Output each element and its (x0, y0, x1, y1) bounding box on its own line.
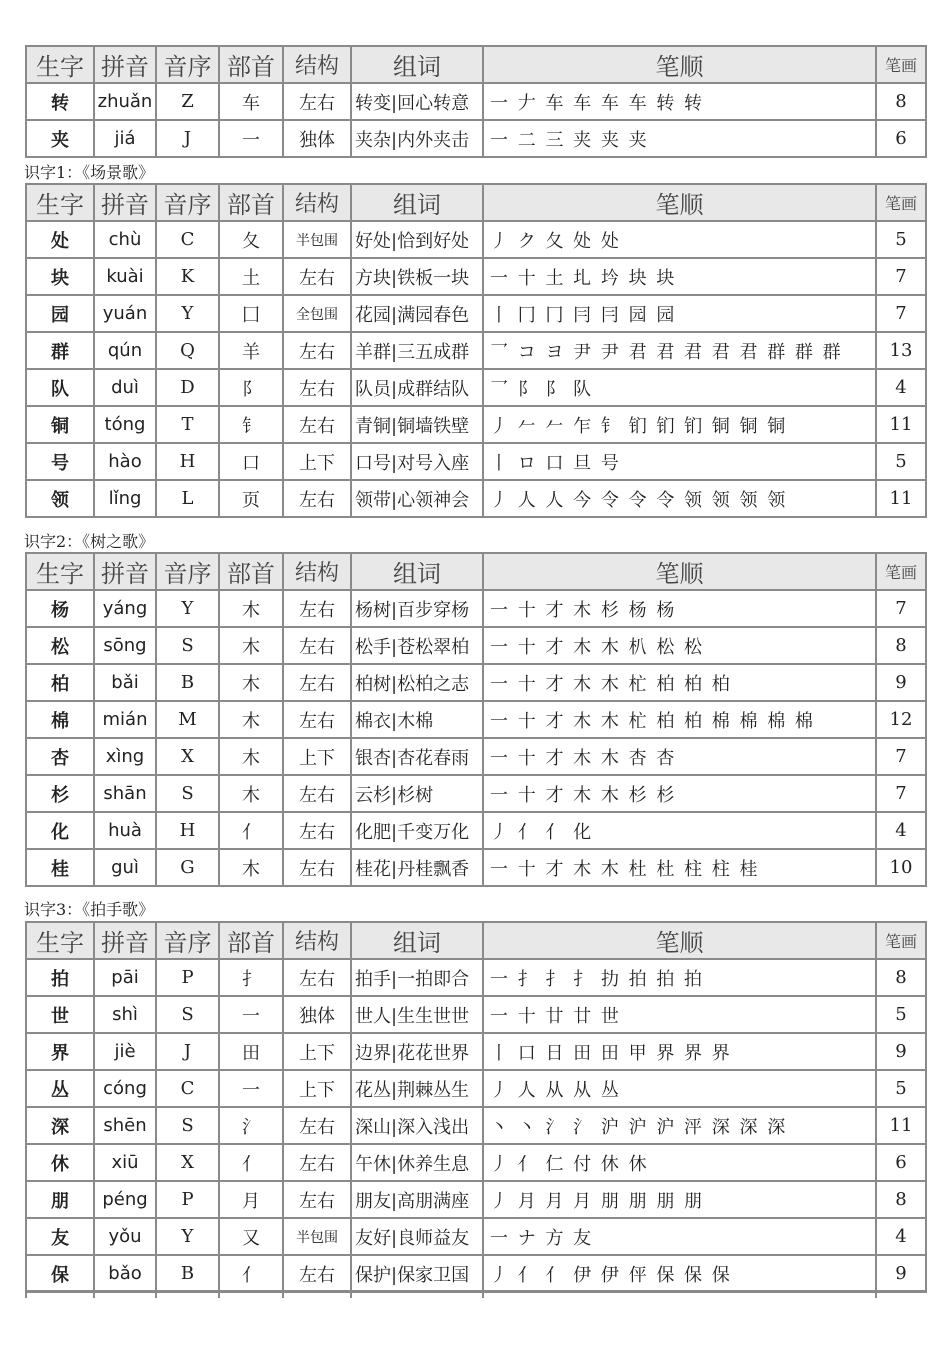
cell-structure: 左右 (283, 664, 351, 701)
cell-initial: L (156, 480, 219, 517)
cell-words: 桂花|丹桂飘香 (351, 849, 483, 886)
table-row (26, 83, 926, 120)
cell-stroke-order: 一 十 才 木 木 杏 杏 (483, 738, 876, 775)
cell-stroke-order: 一 𠂇 车 车 车 车 转 转 (483, 83, 876, 120)
cell-words: 柏树|松柏之志 (351, 664, 483, 701)
cell-character: 群 (26, 332, 94, 369)
cell-words: 领带|心领神会 (351, 480, 483, 517)
header-stroke-count: 笔画 (876, 184, 926, 221)
cell-radical: 月 (219, 1181, 283, 1218)
cell-pinyin: yáng (94, 590, 156, 627)
cell-radical: 又 (219, 1218, 283, 1255)
cell-stroke-count: 5 (876, 221, 926, 258)
cell-initial: Q (156, 332, 219, 369)
cell-pinyin: zhuǎn (94, 83, 156, 120)
header-stroke-order: 笔顺 (483, 553, 876, 590)
cell-words: 世人|生生世世 (351, 996, 483, 1033)
section-title: 识字2：《树之歌》 (24, 532, 155, 551)
cell-pinyin: xìng (94, 738, 156, 775)
cell-pinyin: jiè (94, 1033, 156, 1070)
cell-pinyin: qún (94, 332, 156, 369)
cell-words: 好处|恰到好处 (351, 221, 483, 258)
cell-structure: 左右 (283, 1107, 351, 1144)
header-radical: 部首 (219, 553, 283, 590)
cell-initial: J (156, 1033, 219, 1070)
header-initial: 音序 (156, 184, 219, 221)
cell-initial: S (156, 1107, 219, 1144)
table-row (26, 295, 926, 332)
cell-initial: Y (156, 1218, 219, 1255)
header-character: 生字 (26, 553, 94, 590)
cell-pinyin: kuài (94, 258, 156, 295)
cell-radical: 一 (219, 120, 283, 157)
cell-structure: 上下 (283, 443, 351, 480)
cell-stroke-order: 一 十 廿 廿 世 (483, 996, 876, 1033)
cell-stroke-order: 丿 亻 亻 伊 伊 伻 保 保 保 (483, 1255, 876, 1292)
cell-pinyin: hào (94, 443, 156, 480)
cell-radical: 木 (219, 627, 283, 664)
cell-initial: S (156, 627, 219, 664)
cell-character: 友 (26, 1218, 94, 1255)
cell-character: 世 (26, 996, 94, 1033)
cell-initial: B (156, 664, 219, 701)
cell-words: 青铜|铜墙铁壁 (351, 406, 483, 443)
table-row (26, 590, 926, 627)
cell-structure: 左右 (283, 1255, 351, 1292)
cell-stroke-count: 5 (876, 443, 926, 480)
cell-structure: 独体 (283, 996, 351, 1033)
cell-radical: 一 (219, 1070, 283, 1107)
cell-initial: T (156, 406, 219, 443)
cell-structure: 左右 (283, 406, 351, 443)
table-row (26, 701, 926, 738)
cell-stroke-count: 9 (876, 664, 926, 701)
cell-words: 夹杂|内外夹击 (351, 120, 483, 157)
table-row (26, 959, 926, 996)
cell-character: 松 (26, 627, 94, 664)
cell-stroke-count: 4 (876, 812, 926, 849)
cell-stroke-order: 丿 亻 仁 付 休 休 (483, 1144, 876, 1181)
header-pinyin: 拼音 (94, 553, 156, 590)
cell-stroke-count: 11 (876, 480, 926, 517)
cell-pinyin: yǒu (94, 1218, 156, 1255)
cell-initial: X (156, 738, 219, 775)
header-words: 组词 (351, 922, 483, 959)
table-row (26, 627, 926, 664)
cell-pinyin: lǐng (94, 480, 156, 517)
cell-radical: 木 (219, 701, 283, 738)
cell-stroke-order: 丿 月 月 月 朋 朋 朋 朋 (483, 1181, 876, 1218)
cell-radical: 亻 (219, 1255, 283, 1292)
header-character: 生字 (26, 922, 94, 959)
header-stroke-order: 笔顺 (483, 922, 876, 959)
cell-stroke-order: 一 二 三 夹 夹 夹 (483, 120, 876, 157)
table-row (26, 332, 926, 369)
table-row (26, 1107, 926, 1144)
cell-character: 深 (26, 1107, 94, 1144)
cell-stroke-order: 丿 亻 亻 化 (483, 812, 876, 849)
cell-character: 保 (26, 1255, 94, 1292)
cell-words: 杨树|百步穿杨 (351, 590, 483, 627)
cell-initial: K (156, 258, 219, 295)
header-stroke-count: 笔画 (876, 922, 926, 959)
table-row (26, 443, 926, 480)
table-header (26, 922, 926, 959)
cell-radical: 钅 (219, 406, 283, 443)
cell-initial: H (156, 443, 219, 480)
cell-pinyin: chù (94, 221, 156, 258)
cell-radical: 一 (219, 996, 283, 1033)
cell-stroke-order: 一 十 土 圠 坅 块 块 (483, 258, 876, 295)
character-table (25, 183, 927, 518)
cell-character: 杨 (26, 590, 94, 627)
cell-structure: 半包围 (283, 221, 351, 258)
cell-initial: B (156, 1255, 219, 1292)
cell-pinyin: péng (94, 1181, 156, 1218)
cell-stroke-order: 一 十 才 木 木 杧 柏 柏 棉 棉 棉 棉 (483, 701, 876, 738)
cell-radical: 页 (219, 480, 283, 517)
cell-initial: C (156, 221, 219, 258)
cell-pinyin: sōng (94, 627, 156, 664)
cell-character: 杏 (26, 738, 94, 775)
cell-words: 松手|苍松翠柏 (351, 627, 483, 664)
cell-pinyin: xiū (94, 1144, 156, 1181)
header-radical: 部首 (219, 184, 283, 221)
cell-pinyin: yuán (94, 295, 156, 332)
cell-stroke-count: 8 (876, 627, 926, 664)
cell-character: 杉 (26, 775, 94, 812)
table-row (26, 738, 926, 775)
character-table (25, 45, 927, 158)
cell-pinyin: duì (94, 369, 156, 406)
cell-stroke-order: 丿 人 从 从 丛 (483, 1070, 876, 1107)
table-row (26, 406, 926, 443)
cell-character: 柏 (26, 664, 94, 701)
header-stroke-order: 笔顺 (483, 184, 876, 221)
section-title: 识字1：《场景歌》 (24, 163, 155, 182)
header-words: 组词 (351, 553, 483, 590)
cell-structure: 左右 (283, 332, 351, 369)
cell-structure: 上下 (283, 1070, 351, 1107)
cell-stroke-order: 一 十 才 木 木 朳 松 松 (483, 627, 876, 664)
cell-structure: 左右 (283, 369, 351, 406)
cell-stroke-order: 丶 丶 氵 氵 沪 沪 沪 泙 深 深 深 (483, 1107, 876, 1144)
cell-radical: 夂 (219, 221, 283, 258)
cell-stroke-order: 丨 口 日 田 田 甲 界 界 界 (483, 1033, 876, 1070)
cell-stroke-count: 11 (876, 406, 926, 443)
cell-words: 保护|保家卫国 (351, 1255, 483, 1292)
cell-words: 朋友|高朋满座 (351, 1181, 483, 1218)
cell-character: 拍 (26, 959, 94, 996)
cell-radical: 车 (219, 83, 283, 120)
cell-stroke-order: 丨 冂 冂 冃 冃 园 园 (483, 295, 876, 332)
cell-radical: 口 (219, 443, 283, 480)
cell-stroke-count: 6 (876, 120, 926, 157)
cell-radical: 木 (219, 664, 283, 701)
header-pinyin: 拼音 (94, 922, 156, 959)
cell-stroke-order: 一 ナ 方 友 (483, 1218, 876, 1255)
cell-stroke-order: 一 十 才 木 杉 杨 杨 (483, 590, 876, 627)
cell-words: 转变|回心转意 (351, 83, 483, 120)
cell-structure: 左右 (283, 83, 351, 120)
cell-character: 号 (26, 443, 94, 480)
cell-stroke-count: 7 (876, 295, 926, 332)
cell-radical: 羊 (219, 332, 283, 369)
cell-initial: H (156, 812, 219, 849)
cell-pinyin: tóng (94, 406, 156, 443)
table-row (26, 120, 926, 157)
table-row (26, 1144, 926, 1181)
header-structure: 结构 (283, 46, 351, 83)
header-character: 生字 (26, 184, 94, 221)
cell-stroke-count: 5 (876, 996, 926, 1033)
cell-structure: 左右 (283, 258, 351, 295)
cell-stroke-count: 4 (876, 1218, 926, 1255)
table-header (26, 184, 926, 221)
cell-pinyin: bǎo (94, 1255, 156, 1292)
section-title: 识字3：《拍手歌》 (24, 900, 155, 919)
cell-words: 口号|对号入座 (351, 443, 483, 480)
cell-words: 边界|花花世界 (351, 1033, 483, 1070)
cell-stroke-order: 一 扌 扌 扌 扐 拍 拍 拍 (483, 959, 876, 996)
cell-initial: S (156, 996, 219, 1033)
cell-initial: J (156, 120, 219, 157)
cell-character: 棉 (26, 701, 94, 738)
cell-radical: 囗 (219, 295, 283, 332)
character-table (25, 921, 927, 1293)
cell-structure: 左右 (283, 775, 351, 812)
header-stroke-order: 笔顺 (483, 46, 876, 83)
cell-words: 化肥|千变万化 (351, 812, 483, 849)
cell-structure: 半包围 (283, 1218, 351, 1255)
header-initial: 音序 (156, 46, 219, 83)
cell-stroke-count: 6 (876, 1144, 926, 1181)
table-header (26, 46, 926, 83)
cell-character: 桂 (26, 849, 94, 886)
cell-stroke-count: 10 (876, 849, 926, 886)
header-character: 生字 (26, 46, 94, 83)
header-structure: 结构 (283, 922, 351, 959)
table-row (26, 775, 926, 812)
cell-pinyin: shì (94, 996, 156, 1033)
cell-words: 深山|深入浅出 (351, 1107, 483, 1144)
cell-stroke-count: 12 (876, 701, 926, 738)
header-pinyin: 拼音 (94, 46, 156, 83)
table-row (26, 996, 926, 1033)
cell-words: 花丛|荆棘丛生 (351, 1070, 483, 1107)
header-radical: 部首 (219, 46, 283, 83)
cell-stroke-count: 9 (876, 1033, 926, 1070)
table-row (26, 1070, 926, 1107)
character-table (25, 552, 927, 887)
table-row (26, 1033, 926, 1070)
cell-radical: 亻 (219, 1144, 283, 1181)
table-row (26, 849, 926, 886)
cell-character: 处 (26, 221, 94, 258)
cell-character: 化 (26, 812, 94, 849)
cell-stroke-count: 4 (876, 369, 926, 406)
cell-character: 转 (26, 83, 94, 120)
cell-character: 夹 (26, 120, 94, 157)
cell-stroke-order: 一 十 才 木 木 杜 杜 柱 柱 桂 (483, 849, 876, 886)
cell-structure: 左右 (283, 480, 351, 517)
cell-stroke-count: 8 (876, 1181, 926, 1218)
cell-initial: D (156, 369, 219, 406)
table-row (26, 221, 926, 258)
cell-radical: 木 (219, 775, 283, 812)
header-structure: 结构 (283, 553, 351, 590)
table-row (26, 1255, 926, 1292)
cell-structure: 左右 (283, 1144, 351, 1181)
cell-character: 园 (26, 295, 94, 332)
cell-initial: Y (156, 590, 219, 627)
cell-pinyin: cóng (94, 1070, 156, 1107)
cell-initial: M (156, 701, 219, 738)
table-header (26, 553, 926, 590)
cell-structure: 独体 (283, 120, 351, 157)
cell-stroke-count: 13 (876, 332, 926, 369)
cell-pinyin: jiá (94, 120, 156, 157)
cell-initial: Y (156, 295, 219, 332)
cell-character: 休 (26, 1144, 94, 1181)
cell-radical: 木 (219, 738, 283, 775)
cell-structure: 全包围 (283, 295, 351, 332)
table-row (26, 664, 926, 701)
cell-stroke-count: 5 (876, 1070, 926, 1107)
cell-stroke-order: 丿 人 人 今 令 令 令 领 领 领 领 (483, 480, 876, 517)
cell-radical: 土 (219, 258, 283, 295)
cell-structure: 左右 (283, 701, 351, 738)
header-words: 组词 (351, 46, 483, 83)
cell-initial: P (156, 959, 219, 996)
cell-initial: C (156, 1070, 219, 1107)
cell-words: 午休|休养生息 (351, 1144, 483, 1181)
cell-stroke-count: 11 (876, 1107, 926, 1144)
cell-stroke-order: 一 十 才 木 木 杧 柏 柏 柏 (483, 664, 876, 701)
cell-words: 棉衣|木棉 (351, 701, 483, 738)
cell-radical: 阝 (219, 369, 283, 406)
cell-radical: 木 (219, 590, 283, 627)
cell-words: 花园|满园春色 (351, 295, 483, 332)
cell-pinyin: mián (94, 701, 156, 738)
header-stroke-count: 笔画 (876, 553, 926, 590)
table-row (26, 1181, 926, 1218)
cell-words: 银杏|杏花春雨 (351, 738, 483, 775)
cut-off-row (25, 1290, 925, 1298)
cell-radical: 亻 (219, 812, 283, 849)
cell-words: 羊群|三五成群 (351, 332, 483, 369)
cell-pinyin: shēn (94, 1107, 156, 1144)
cell-structure: 上下 (283, 738, 351, 775)
cell-stroke-order: 丿 ク 夂 处 处 (483, 221, 876, 258)
cell-structure: 左右 (283, 1181, 351, 1218)
cell-structure: 左右 (283, 627, 351, 664)
cell-stroke-count: 7 (876, 775, 926, 812)
cell-words: 友好|良师益友 (351, 1218, 483, 1255)
cell-structure: 上下 (283, 1033, 351, 1070)
cell-pinyin: pāi (94, 959, 156, 996)
cell-initial: X (156, 1144, 219, 1181)
cell-stroke-order: 乛 コ ヨ 尹 尹 君 君 君 君 君 群 群 群 (483, 332, 876, 369)
cell-initial: P (156, 1181, 219, 1218)
cell-radical: 田 (219, 1033, 283, 1070)
cell-words: 云杉|杉树 (351, 775, 483, 812)
cell-initial: S (156, 775, 219, 812)
cell-stroke-count: 7 (876, 738, 926, 775)
cell-character: 块 (26, 258, 94, 295)
cell-radical: 木 (219, 849, 283, 886)
cell-words: 方块|铁板一块 (351, 258, 483, 295)
cell-pinyin: bǎi (94, 664, 156, 701)
cell-structure: 左右 (283, 849, 351, 886)
cell-stroke-count: 7 (876, 590, 926, 627)
header-stroke-count: 笔画 (876, 46, 926, 83)
header-words: 组词 (351, 184, 483, 221)
table-row (26, 480, 926, 517)
cell-stroke-order: 一 十 才 木 木 杉 杉 (483, 775, 876, 812)
cell-character: 领 (26, 480, 94, 517)
cell-stroke-order: 丿 𠂉 𠂉 乍 钅 钔 钔 钔 铜 铜 铜 (483, 406, 876, 443)
table-row (26, 812, 926, 849)
header-structure: 结构 (283, 184, 351, 221)
table-row (26, 369, 926, 406)
table-row (26, 258, 926, 295)
header-radical: 部首 (219, 922, 283, 959)
cell-character: 丛 (26, 1070, 94, 1107)
cell-stroke-count: 9 (876, 1255, 926, 1292)
cell-pinyin: guì (94, 849, 156, 886)
cell-stroke-count: 8 (876, 959, 926, 996)
header-pinyin: 拼音 (94, 184, 156, 221)
cell-structure: 左右 (283, 959, 351, 996)
cell-initial: Z (156, 83, 219, 120)
cell-pinyin: shān (94, 775, 156, 812)
cell-structure: 左右 (283, 812, 351, 849)
cell-character: 队 (26, 369, 94, 406)
cell-structure: 左右 (283, 590, 351, 627)
cell-radical: 氵 (219, 1107, 283, 1144)
cell-pinyin: huà (94, 812, 156, 849)
cell-words: 拍手|一拍即合 (351, 959, 483, 996)
header-initial: 音序 (156, 922, 219, 959)
cell-stroke-order: 乛 阝 阝 队 (483, 369, 876, 406)
cell-stroke-count: 8 (876, 83, 926, 120)
cell-character: 铜 (26, 406, 94, 443)
cell-character: 朋 (26, 1181, 94, 1218)
cell-stroke-count: 7 (876, 258, 926, 295)
cell-stroke-order: 丨 ロ 口 旦 号 (483, 443, 876, 480)
header-initial: 音序 (156, 553, 219, 590)
cell-radical: 扌 (219, 959, 283, 996)
cell-character: 界 (26, 1033, 94, 1070)
table-row (26, 1218, 926, 1255)
cell-words: 队员|成群结队 (351, 369, 483, 406)
cell-initial: G (156, 849, 219, 886)
